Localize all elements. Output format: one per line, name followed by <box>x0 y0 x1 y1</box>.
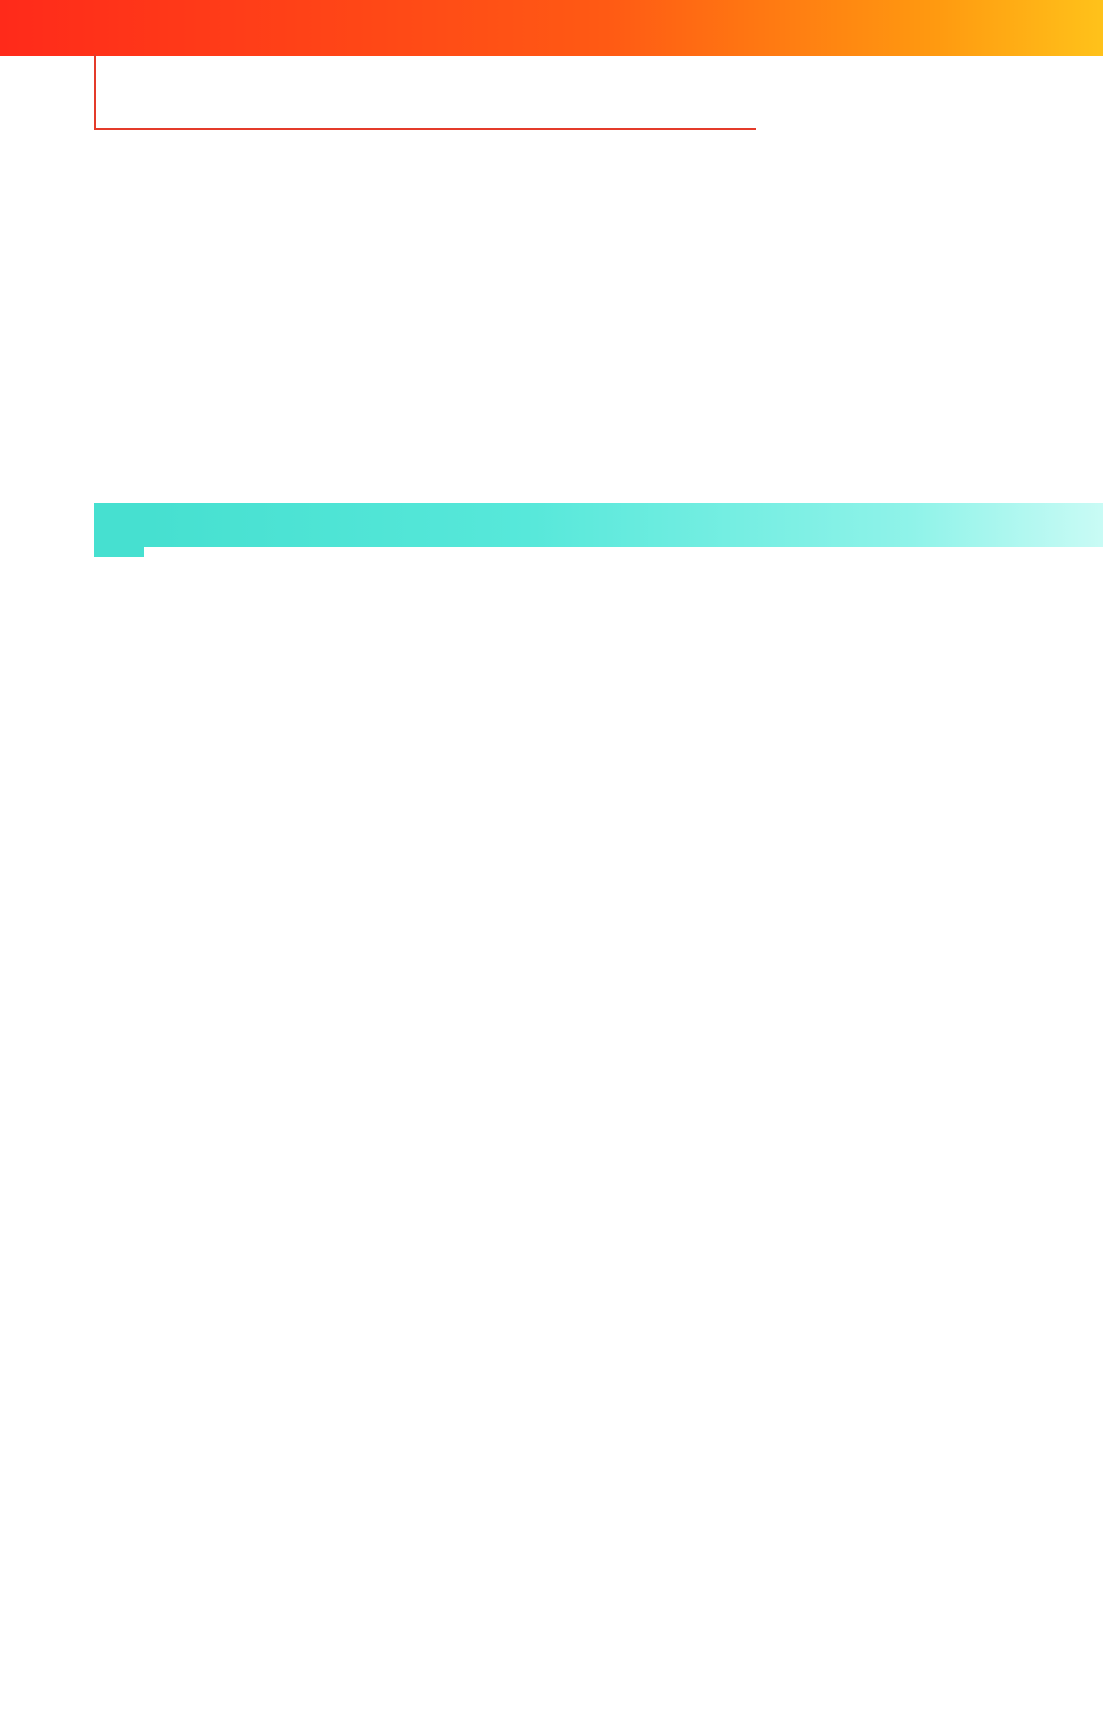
top-color-band <box>0 0 1103 56</box>
part-banner-band <box>144 503 1103 547</box>
title-frame <box>94 54 756 130</box>
part-banner-text <box>116 503 120 553</box>
part-banner <box>94 503 1103 557</box>
